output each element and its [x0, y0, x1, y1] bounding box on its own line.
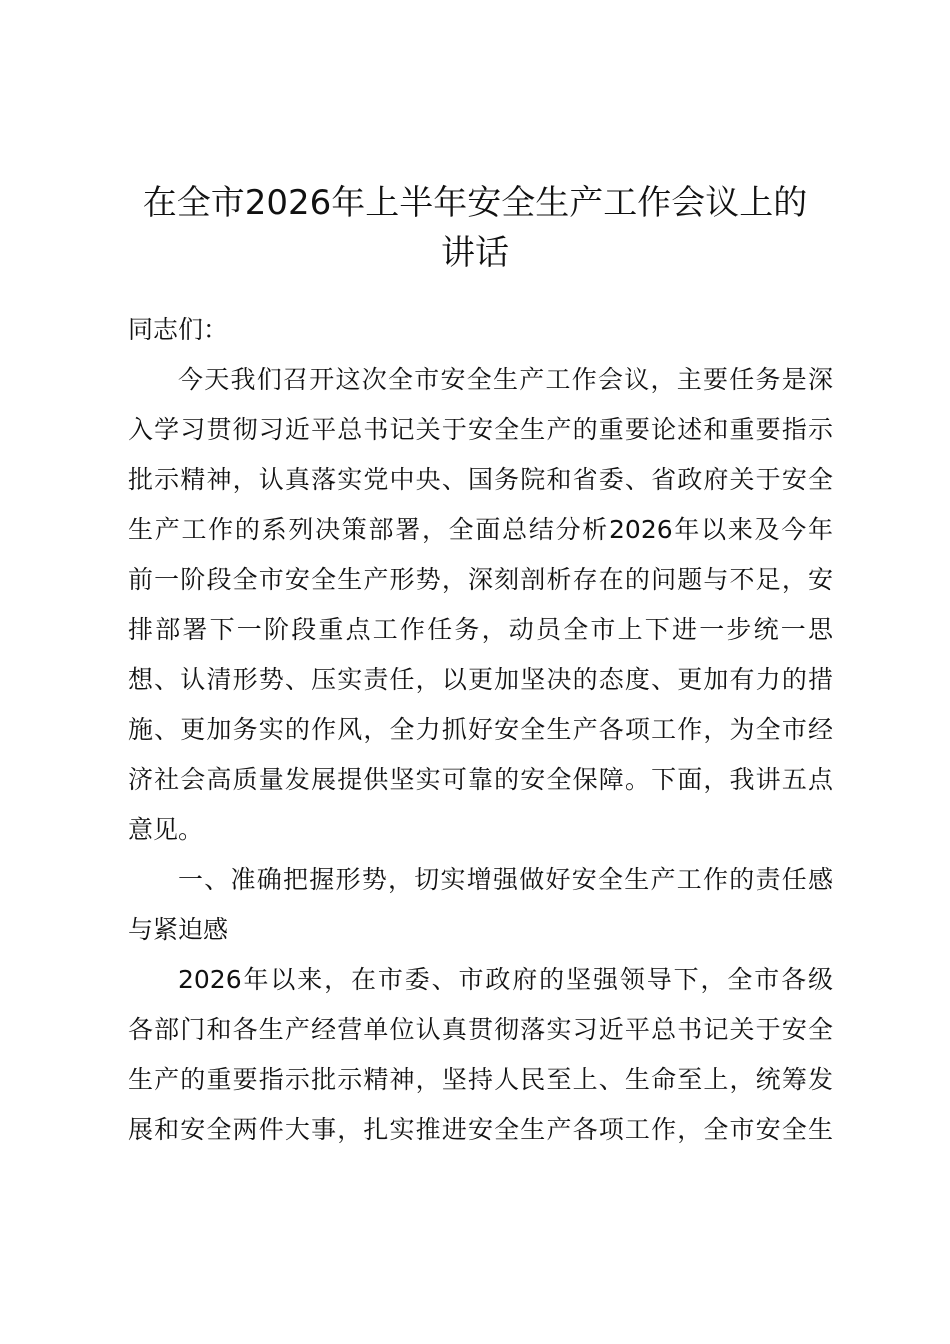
text-line: 生产工作的系列决策部署，全面总结分析2026年以来及今年: [128, 515, 833, 544]
text-line: 展和安全两件大事，扎实推进安全生产各项工作，全市安全生: [128, 1115, 833, 1144]
text-line: 济社会高质量发展提供坚实可靠的安全保障。下面，我讲五点: [128, 765, 833, 794]
text-line: 今天我们召开这次全市安全生产工作会议，主要任务是深: [178, 365, 833, 394]
text-line: 同志们：: [128, 315, 229, 344]
intro-paragraph: [128, 355, 833, 855]
text-line: 入学习贯彻习近平总书记关于安全生产的重要论述和重要指示: [128, 415, 833, 444]
text-line: 意见。: [128, 815, 204, 844]
text-line: 排部署下一阶段重点工作任务，动员全市上下进一步统一思: [128, 615, 833, 644]
document-body: [128, 305, 833, 1155]
section-1-paragraph: [128, 955, 833, 1155]
text-line: 一、准确把握形势，切实增强做好安全生产工作的责任感: [178, 865, 833, 894]
text-line: 生产的重要指示批示精神，坚持人民至上、生命至上，统筹发: [128, 1065, 833, 1094]
text-line: 批示精神，认真落实党中央、国务院和省委、省政府关于安全: [128, 465, 833, 494]
text-line: 施、更加务实的作风，全力抓好安全生产各项工作，为全市经: [128, 715, 833, 744]
text-line: 想、认清形势、压实责任，以更加坚决的态度、更加有力的措: [128, 665, 833, 694]
section-heading-1: [128, 855, 833, 955]
text-line: 与紧迫感: [128, 915, 229, 944]
salutation: [128, 305, 833, 355]
text-line: 2026年以来，在市委、市政府的坚强领导下，全市各级: [178, 965, 833, 994]
text-line: 前一阶段全市安全生产形势，深刻剖析存在的问题与不足，安: [128, 565, 833, 594]
text-line: 各部门和各生产经营单位认真贯彻落实习近平总书记关于安全: [128, 1015, 833, 1044]
title-line-2: 讲话: [441, 233, 509, 273]
title-line-1: 在全市2026年上半年安全生产工作会议上的: [142, 183, 808, 223]
document-title: [110, 178, 840, 278]
